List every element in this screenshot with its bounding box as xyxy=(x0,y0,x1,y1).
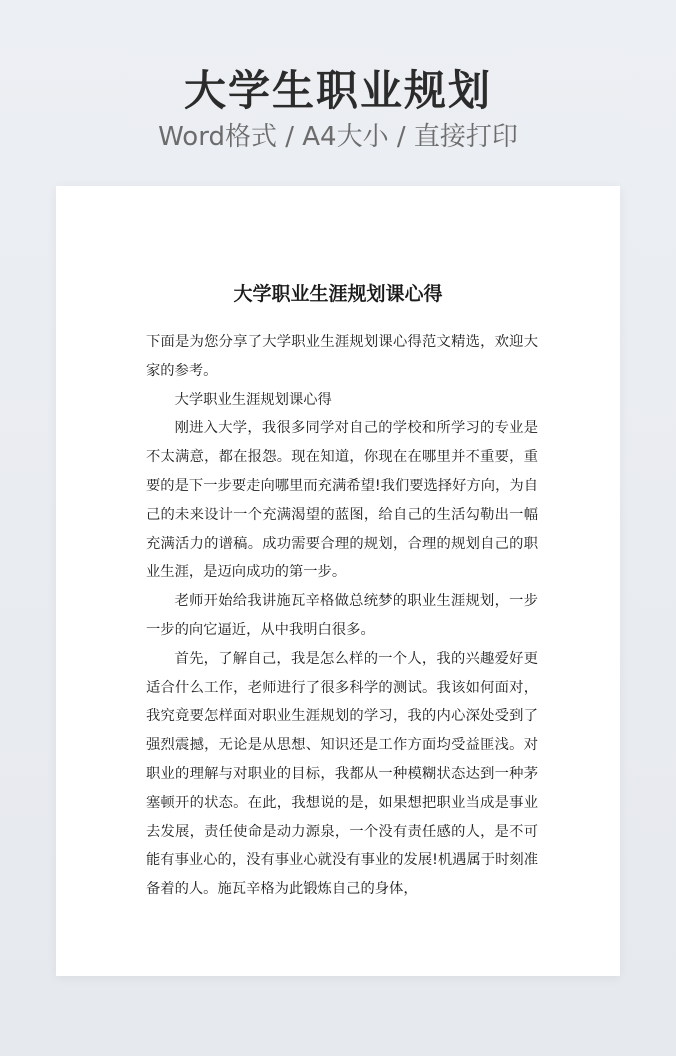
paragraph-subheading: 大学职业生涯规划课心得 xyxy=(174,391,332,408)
document-title: 大学职业生涯规划课心得 xyxy=(233,283,443,305)
banner-title: 大学生职业规划 xyxy=(183,66,492,115)
paragraph-body: 首先，了解自己，我是怎么样的一个人，我的兴趣爱好更适合什么工作，老师进行了很多科学的测试。我该如何面对，我究竟要怎样面对职业生涯规划的学习，我的内心深处受到了强烈震撼，无论是从思想、知识还是工作方面均受益匪浅。对职业的理解与对职业的目标，我都从一种模糊状态达到一种茅塞顿开的状态。在此，我想说的是，如果想把职业当成是事业去发展，责任使命是动力源泉，一个没有责任感的人，是不可能有事业心的，没有事业心就没有事业的发展!机遇属于时刻准备着的人。施瓦辛格为此锻炼自己的身体， xyxy=(146,650,538,898)
banner-subtitle: Word格式 / A4大小 / 直接打印 xyxy=(158,122,518,152)
document-page xyxy=(56,186,620,976)
document-body xyxy=(146,328,538,904)
paragraph-intro: 下面是为您分享了大学职业生涯规划课心得范文精选，欢迎大家的参考。 xyxy=(146,334,538,379)
paragraph-body: 刚进入大学，我很多同学对自己的学校和所学习的专业是不太满意，都在报怨。现在知道，你现在在哪里并不重要，重要的是下一步要走向哪里而充满希望!我们要选择好方向，为自己的未来设计一个充满渴望的蓝图，给自己的生活勾勒出一幅充满活力的谱稿。成功需要合理的规划，合理的规划自己的职业生涯，是迈向成功的第一步。 xyxy=(146,420,538,581)
paragraph-body: 老师开始给我讲施瓦辛格做总统梦的职业生涯规划，一步一步的向它逼近，从中我明白很多。 xyxy=(146,593,538,638)
